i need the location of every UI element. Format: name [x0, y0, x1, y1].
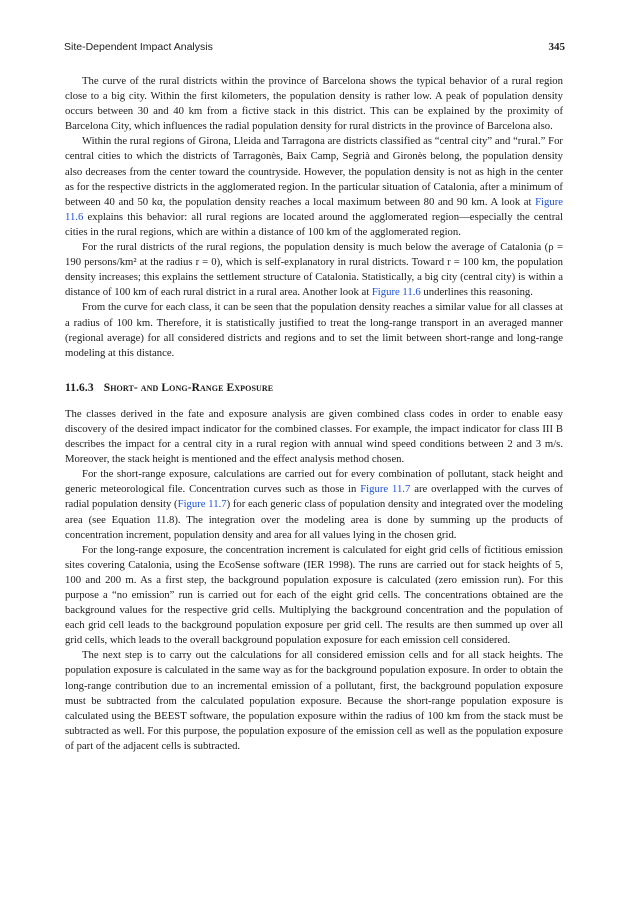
paragraph [65, 300, 563, 360]
section-number: 11.6.3 [65, 381, 94, 394]
text-run: are overlapped with the curves of radial population density ( [65, 483, 563, 511]
section-title: Short- and Long-Range Exposure [103, 381, 274, 394]
paragraph [65, 648, 563, 754]
running-title: Site-Dependent Impact Analysis [64, 41, 213, 53]
section-heading [65, 381, 563, 396]
body-text [65, 74, 563, 754]
paragraph [65, 467, 563, 542]
text-run: The curve of the rural districts within the province of Barcelona shows the typical behavior of a rural region close to a big city. Within the first kilometers, the population density is rather low. A peak of population density occurs between 30 and 40 km from a fictive stack in this district. This can be explained by the proximity of Barcelona City, which influences the radial population density for rural districts in the province of Barcelona also. [65, 75, 563, 133]
figure-reference-link[interactable]: Figure 11.7 [360, 483, 411, 496]
paragraph [65, 543, 563, 649]
paragraph [65, 134, 563, 240]
running-header [64, 41, 565, 53]
text-run: Within the rural regions of Girona, Lleida and Tarragona are districts classified as “central city” and “rural.” For central cities to which the districts of Tarragonès, Baix Camp, Segrià and Gironès belong, the population density also decreases from the center toward the countryside. However, the population density is not as high in the center as for the respective districts in the agglomerated region. In the particular situation of Catalonia, after a minimum of between 40 and 50 kα, the population density reaches a local maximum between 80 and 90 km. A look at [65, 135, 563, 208]
text-run: The next step is to carry out the calculations for all considered emission cells and for all stack heights. The population exposure is calculated in the same way as for the background population exposure. In order to obtain the long-range contribution due to an incremental emission of a pollutant, first, the background population exposure must be subtracted from the calculated population exposure. Because the short-range population exposure is calculated using the BEEST software, the population exposure within the radius of 100 km from the stack must be subtracted as well. For this purpose, the population exposure of the emission cell as well as the population exposure of part of the adjacent cells is subtracted. [65, 649, 563, 752]
text-run: The classes derived in the fate and exposure analysis are given combined class codes in order to enable easy discovery of the desired impact indicator for the combined classes. For example, the impact indicator for class III B describes the impact for a central city in a rural region with annual wind speed conditions between 2 and 3 m/s. Moreover, the stack height is mentioned and the effect analysis method chosen. [65, 407, 563, 466]
text-run: For the short-range exposure, calculations are carried out for every combination of pollutant, stack height and generic meteorological file. Concentration curves such as those in [65, 468, 563, 496]
text-run: ) for each generic class of population density and integrated over the modeling area (see Equation 11.8). The integration over the modeling area is done by summing up the products of concentration increment, population density and area for all values lying in the chosen grid. [65, 498, 564, 541]
text-run: underlines this reasoning. [420, 286, 533, 299]
page-number: 345 [548, 41, 565, 53]
figure-reference-link[interactable]: Figure 11.7 [177, 498, 227, 511]
figure-reference-link[interactable]: Figure 11.6 [65, 195, 563, 223]
paragraph [65, 74, 563, 134]
text-run: For the long-range exposure, the concentration increment is calculated for eight grid cells of fictitious emission sites covering Catalonia, using the EcoSense software (IER 1998). The runs are carried out for stack heights of 5, 100 and 200 m. As a first step, the background population exposure is calculated (zero emission run). For this purpose a “no emission” run is carried out for each of the eight grid cells. The concentrations obtained are the background values for the respective grid cells. Multiplying the background concentration and the population of each grid cell leads to the background population exposure per grid cell. The results are then summed up over all grid cells, which leads to the overall background population exposure for each emission cell considered. [65, 543, 563, 647]
text-run: For the rural districts of the rural regions, the population density is much below the average of Catalonia (ρ = 190 persons/km² at the radius r = 0), which is self-explanatory in rural districts. Toward r = 100 km, the population density increases; this explains the settlement structure of Catalonia. Statistically, a big city (central city) is within a distance of 100 km of each rural district in a rural area. Another look at [65, 241, 563, 299]
figure-reference-link[interactable]: Figure 11.6 [371, 286, 421, 299]
text-run: explains this behavior: all rural regions are located around the agglomerated region—especially the central cities in the rural regions, which are within a distance of 100 km of the agglomerated region. [65, 210, 563, 238]
paragraph [65, 407, 563, 467]
text-run: From the curve for each class, it can be seen that the population density reaches a similar value for all classes at a radius of 100 km. Therefore, it is statistically justified to treat the long-range transport in an averaged manner (regional average) for all considered districts and regions and to set the limit between short-range and long-range modeling at this distance. [65, 301, 563, 359]
paragraph [65, 240, 563, 300]
